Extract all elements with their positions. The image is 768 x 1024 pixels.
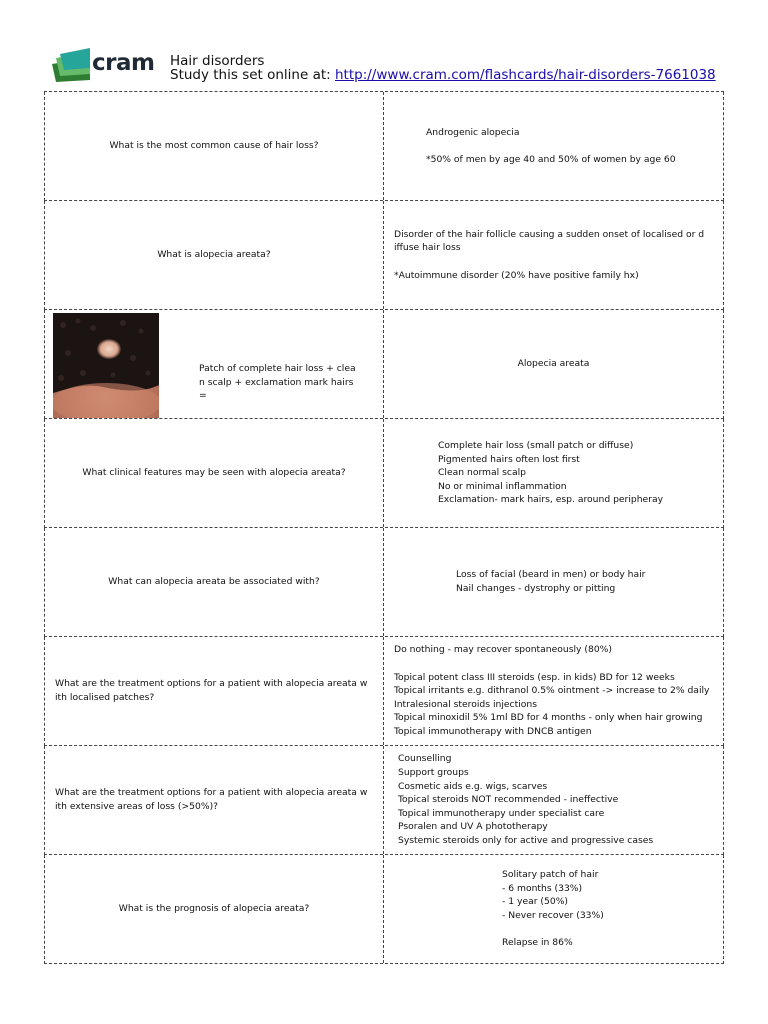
card-answer: Do nothing - may recover spontaneously (80%) Topical potent class III steroids (esp. in kids) BD for 12 weeks Topical irritants e.g. dithranol 0.5% ointment -> increase to 2% daily Intralesional steroids injections Topical minoxidil 5% 1ml BD for 4 months - only when hair growing Topical immunotherapy with DNCB antigen [394,644,710,737]
flashcard [44,637,724,746]
flashcard [44,201,724,310]
card-back [384,746,723,854]
alopecia-scalp-photo [53,313,159,418]
card-back [384,92,723,200]
card-back [384,419,723,527]
card-front [45,310,384,418]
card-answer: Alopecia areata [517,358,590,370]
flashcard [44,419,724,528]
card-answer: Counselling Support groups Cosmetic aids e.g. wigs, scarves Topical steroids NOT recommended - ineffective Topical immunotherapy under specialist care Psoralen and UV A phototherapy Systemic steroids only for active and progressive cases [398,753,654,846]
card-question: What can alopecia areata be associated with? [108,576,320,588]
logo-text: cram [92,50,155,76]
card-answer: Solitary patch of hair - 6 months (33%) - 1 year (50%) - Never recover (33%) Relapse in 86% [502,869,604,949]
card-question: What are the treatment options for a patient with alopecia areata w ith extensive areas of loss (>50%)? [55,787,368,812]
card-front [45,746,384,854]
study-online-line [170,67,716,83]
flashcard [44,310,724,419]
flashcard [44,528,724,637]
card-back [384,201,723,309]
flashcard [44,746,724,855]
card-answer: Loss of facial (beard in men) or body hair Nail changes - dystrophy or pitting [456,569,646,594]
page-header [0,0,768,88]
flashcard [44,92,724,201]
card-front [45,855,384,963]
set-title: Hair disorders [170,53,265,69]
card-back [384,855,723,963]
card-front [45,201,384,309]
card-front [45,637,384,745]
card-answer: Androgenic alopecia *50% of men by age 40 and 50% of women by age 60 [426,126,676,165]
card-back [384,310,723,418]
card-front [45,528,384,636]
card-front [45,419,384,527]
card-question: What is the prognosis of alopecia areata? [118,903,310,915]
card-question: What is the most common cause of hair loss? [109,140,319,152]
study-link[interactable]: http://www.cram.com/flashcards/hair-disorders-7661038 [335,67,716,83]
card-answer: Disorder of the hair follicle causing a sudden onset of localised or d iffuse hair loss *Autoimmune disorder (20% have positive family hx) [394,228,705,281]
card-answer: Complete hair loss (small patch or diffuse) Pigmented hairs often lost first Clean normal scalp No or minimal inflammation Exclamation- mark hairs, esp. around peripheray [438,440,664,506]
study-prefix: Study this set online at: [170,67,335,83]
card-question: What are the treatment options for a patient with alopecia areata w ith localised patches? [55,678,368,703]
card-back [384,528,723,636]
card-question: Patch of complete hair loss + clea n scalp + exclamation mark hairs = [199,363,356,402]
card-front [45,92,384,200]
card-question: What clinical features may be seen with alopecia areata? [82,467,346,479]
flashcard-list [44,91,724,964]
card-question: What is alopecia areata? [157,249,271,261]
flashcard [44,855,724,964]
card-back [384,637,723,745]
